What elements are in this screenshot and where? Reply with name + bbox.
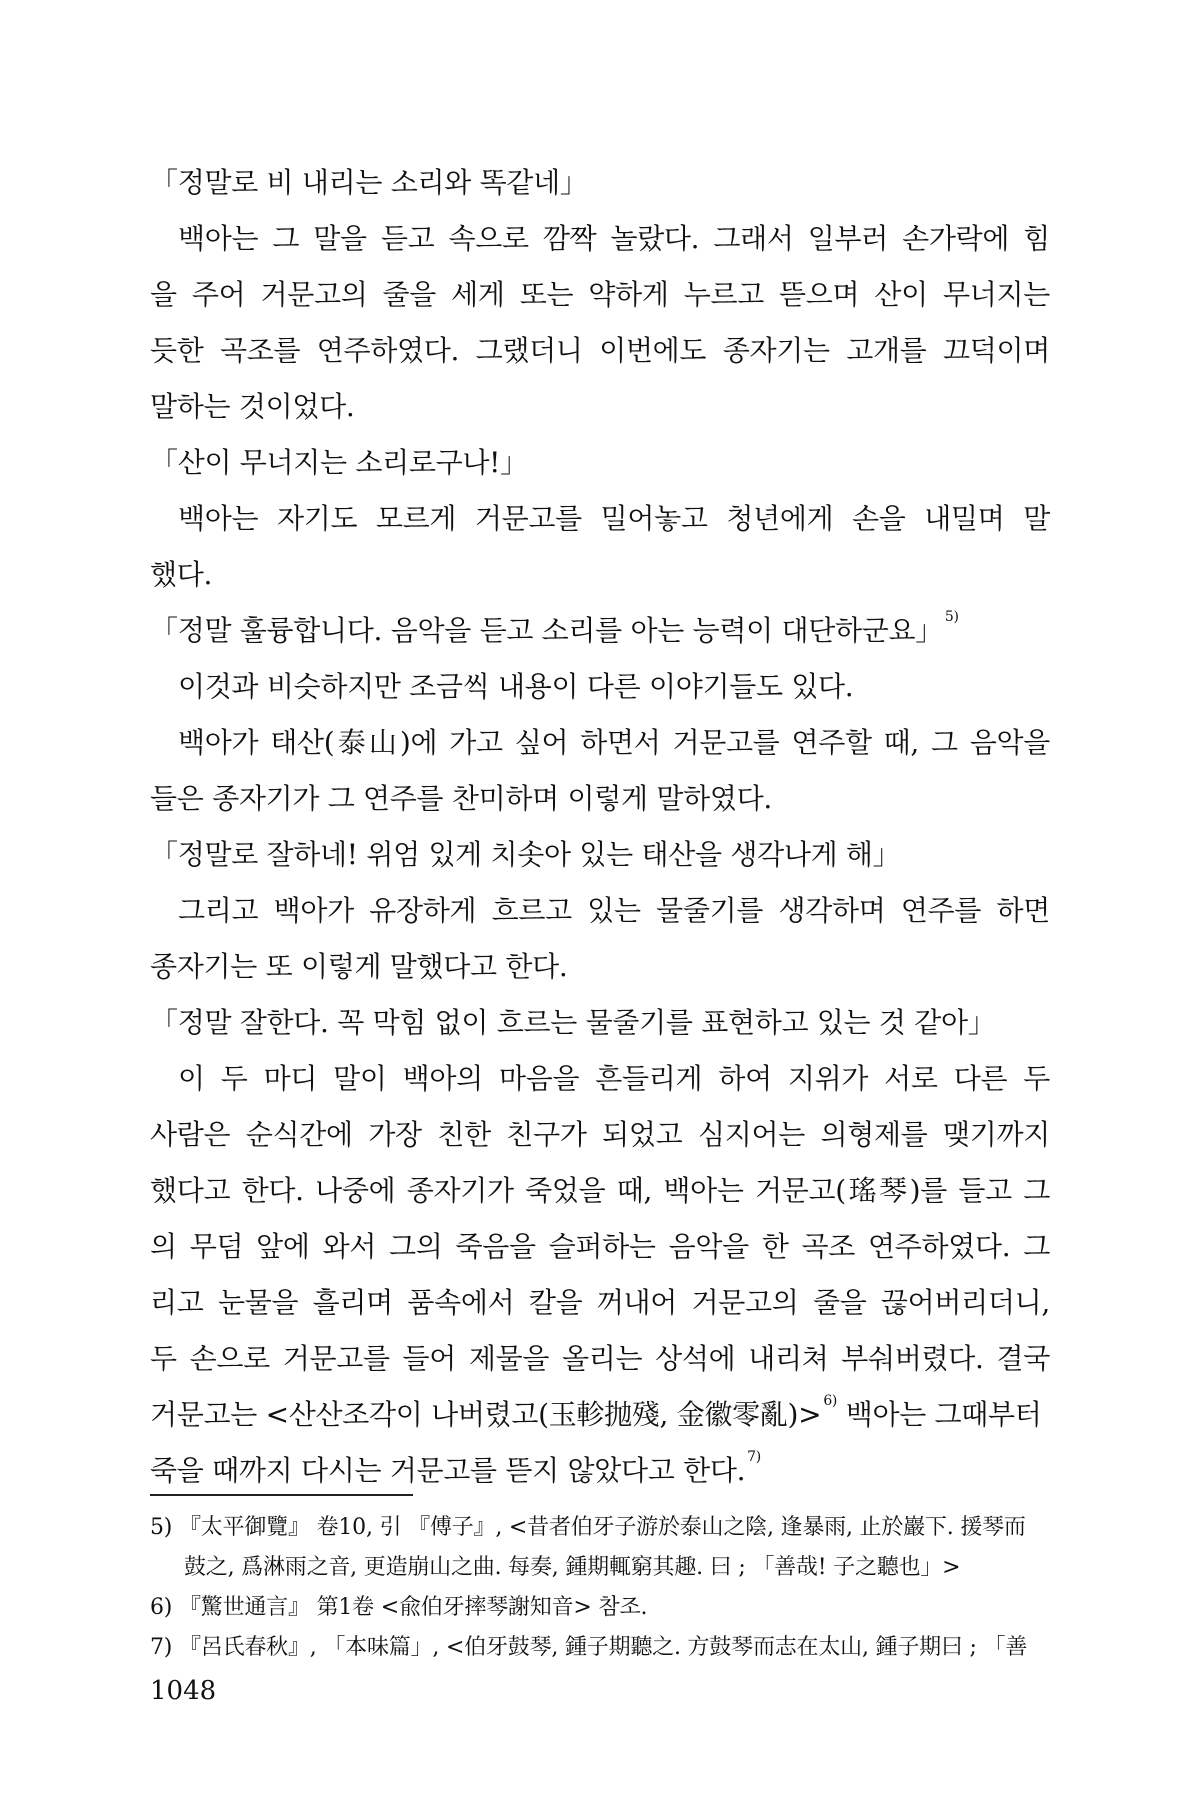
text-span: 「정말 훌륭합니다. 음악을 듣고 소리를 아는 능력이 대단하군요」 xyxy=(150,614,943,647)
footnote-line: 7) 『呂氏春秋』, 「本味篇」, <伯牙鼓琴, 鍾子期聽之. 方鼓琴而志在太山, 鍾子期曰 ; 「善 xyxy=(150,1635,1028,1660)
footnote-marker-5: 5) xyxy=(944,609,959,625)
text-line: 들은 종자기가 그 연주를 찬미하며 이렇게 말하였다. xyxy=(150,782,772,815)
text-span: 죽을 때까지 다시는 거문고를 뜯지 않았다고 한다. xyxy=(150,1454,746,1487)
text-line: 했다. xyxy=(150,558,213,591)
text-line: 그리고 백아가 유장하게 흐르고 있는 물줄기를 생각하며 연주를 하면 xyxy=(178,894,1050,927)
footnote-line: 5) 『太平御覽』 卷10, 引 『傅子』, <昔者伯牙子游於泰山之陰, 逢暴雨, 止於巖下. 援琴而 xyxy=(150,1515,1026,1540)
text-line: 리고 눈물을 흘리며 품속에서 칼을 꺼내어 거문고의 줄을 끊어버리더니, xyxy=(150,1286,1050,1319)
footnote-divider xyxy=(150,1494,413,1496)
text-span: 백아는 그때부터 xyxy=(837,1398,1042,1431)
text-line: 「정말로 잘하네! 위엄 있게 치솟아 있는 태산을 생각나게 해」 xyxy=(150,838,901,871)
page-number: 1048 xyxy=(150,1676,217,1706)
text-line: 백아가 태산(泰山)에 가고 싶어 하면서 거문고를 연주할 때, 그 음악을 xyxy=(178,726,1050,759)
footnote-line: 6) 『驚世通言』 第1卷 <兪伯牙摔琴謝知音> 참조. xyxy=(150,1595,648,1620)
text-line: 백아는 자기도 모르게 거문고를 밀어놓고 청년에게 손을 내밀며 말 xyxy=(178,502,1050,535)
text-line: 했다고 한다. 나중에 종자기가 죽었을 때, 백아는 거문고(瑤琴)를 들고 그 xyxy=(150,1174,1050,1207)
text-line: 이 두 마디 말이 백아의 마음을 흔들리게 하여 지위가 서로 다른 두 xyxy=(178,1062,1050,1095)
main-text xyxy=(150,155,1050,1499)
text-line: 이것과 비슷하지만 조금씩 내용이 다른 이야기들도 있다. xyxy=(178,670,854,703)
text-span: 거문고는 <산산조각이 나버렸고(玉軫抛殘, 金徽零亂)> xyxy=(150,1398,822,1431)
text-line: 말하는 것이었다. xyxy=(150,390,355,423)
text-line: 의 무덤 앞에 와서 그의 죽음을 슬퍼하는 음악을 한 곡조 연주하였다. 그 xyxy=(150,1230,1050,1263)
text-line: 듯한 곡조를 연주하였다. 그랬더니 이번에도 종자기는 고개를 끄덕이며 xyxy=(150,334,1050,367)
text-line: 종자기는 또 이렇게 말했다고 한다. xyxy=(150,950,568,983)
book-page xyxy=(150,0,1050,1800)
text-line-with-footnote xyxy=(150,603,1050,659)
footnotes xyxy=(150,1508,1050,1668)
text-line: 「정말 잘한다. 꼭 막힘 없이 흐르는 물줄기를 표현하고 있는 것 같아」 xyxy=(150,1006,996,1039)
text-line: 「산이 무너지는 소리로구나!」 xyxy=(150,446,528,479)
footnote-marker-7: 7) xyxy=(747,1449,761,1465)
text-line: 「정말로 비 내리는 소리와 똑같네」 xyxy=(150,166,588,199)
footnote-marker-6: 6) xyxy=(823,1393,838,1409)
text-line: 을 주어 거문고의 줄을 세게 또는 약하게 누르고 뜯으며 산이 무너지는 xyxy=(150,278,1050,311)
footnote-line: 鼓之, 爲淋雨之音, 更造崩山之曲. 每奏, 鍾期輒窮其趣. 曰 ; 「善哉! 子之聽也」> xyxy=(184,1555,961,1580)
text-line: 두 손으로 거문고를 들어 제물을 올리는 상석에 내리쳐 부숴버렸다. 결국 xyxy=(150,1342,1050,1375)
text-line-with-footnote xyxy=(150,1443,1050,1499)
text-line: 사람은 순식간에 가장 친한 친구가 되었고 심지어는 의형제를 맺기까지 xyxy=(150,1118,1050,1151)
text-line: 백아는 그 말을 듣고 속으로 깜짝 놀랐다. 그래서 일부러 손가락에 힘 xyxy=(178,222,1050,255)
text-line-with-footnote xyxy=(150,1387,1050,1443)
